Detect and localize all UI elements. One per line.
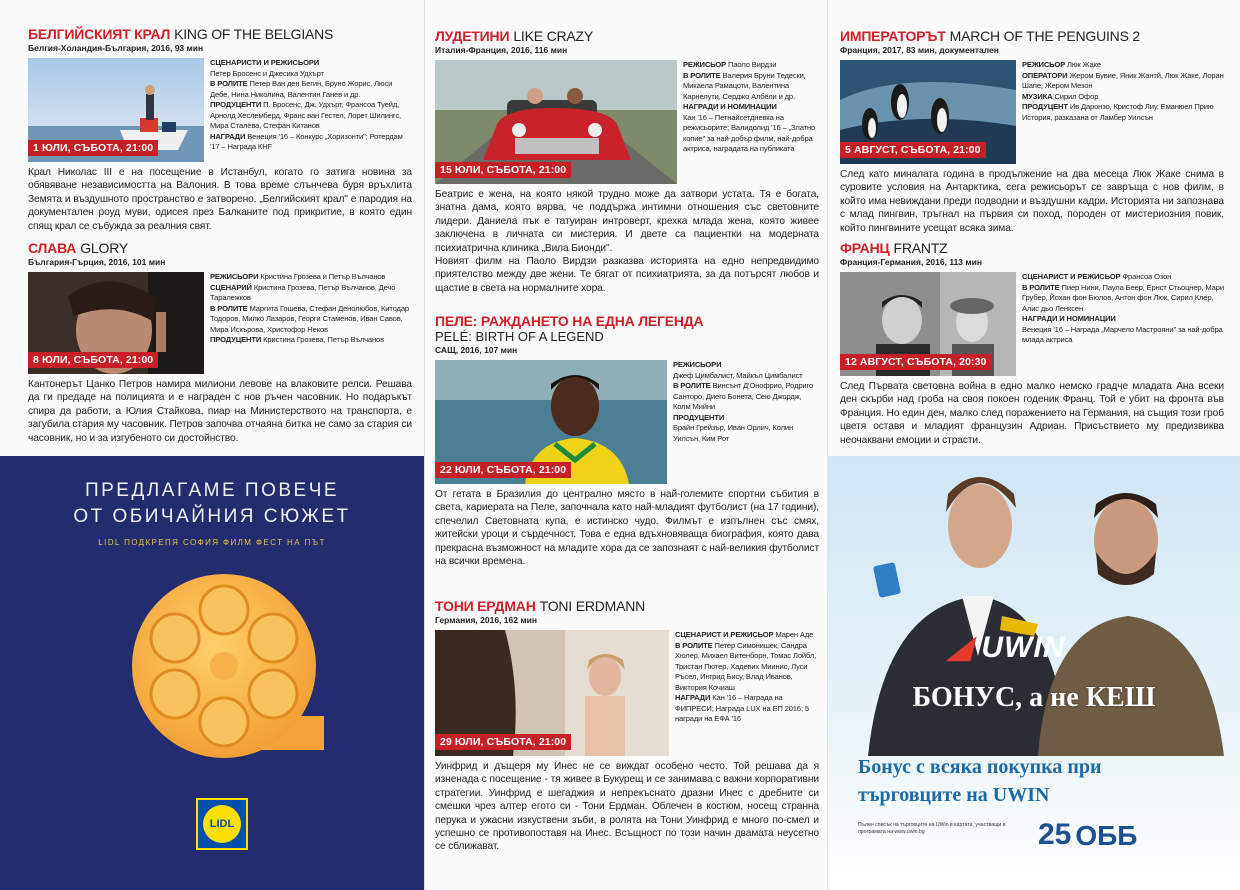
screening-date: 15 ЮЛИ, СЪБОТА, 21:00 <box>435 162 571 178</box>
film-title: ТОНИ ЕРДМАН TONI ERDMANN <box>435 598 646 614</box>
film-still <box>435 630 669 756</box>
film-credits: РЕЖИСЬОРИ Кристина Грозева и Петър Вълчанов СЦЕНАРИЙ Кристина Грозева, Петър Вълчанов, Дечо Таралежков В РОЛИТЕ Маргита Гошева, Стефан Денолюбов, Китодар Тодоров, Милко Лазаров, Георги Стаменов, Иван Савов, Мира Искърова, Христофор Неков ПРОДУЦЕНТИ Кристина Грозева, Петър Вълчанов <box>210 272 409 344</box>
screening-date: 5 АВГУСТ, СЪБОТА, 21:00 <box>840 142 986 158</box>
film-reel-icon <box>120 566 330 766</box>
screening-date: 12 АВГУСТ, СЪБОТА, 20:30 <box>840 354 991 370</box>
film-still <box>28 58 204 162</box>
film-title: БЕЛГИЙСКИЯТ КРАЛ KING OF THE BELGIANS <box>28 26 334 42</box>
film-title: ПЕЛЕ: РАЖДАНЕТО НА ЕДНА ЛЕГЕНДА <box>435 313 704 329</box>
lidl-advert <box>0 456 424 890</box>
film-title: ЛУДЕТИНИ LIKE CRAZY <box>435 28 594 44</box>
film-credits: СЦЕНАРИСТ И РЕЖИСЬОР Франсоа Озон В РОЛИТЕ Пиер Нини, Паула Беер, Ернст Стьоцнер, Мари Грубер, Йохан фон Бюлов, Антон фон Люк, Сирил Клер, Алис дьо Ленксен НАГРАДИ И НОМИНАЦИИ Венеция '16 – Награда „Марчело Мастрояни" за най-добра млада актриса <box>1022 272 1224 344</box>
film-description: След като миналата година в продължение на два месеца Люк Жаке снима в суровите условия на Антарктика, сега режисьорът се завръща с нов филм, в който има невиждани преди подводни и въздушни кадри. Историята ни запознава с млад пингвин, тръгнал на първия си поход, породен от мистериозния повик, който пингвините усещат всяка зима. <box>840 169 1224 234</box>
film-pele <box>435 313 819 568</box>
film-like-crazy <box>435 28 819 295</box>
film-title: ФРАНЦ FRANTZ <box>840 240 948 256</box>
column-middle <box>424 0 828 890</box>
film-toni-erdmann <box>435 598 819 854</box>
film-meta: Франция, 2017, 83 мин, документален <box>840 45 999 55</box>
film-meta: България-Гърция, 2016, 101 мин <box>28 257 166 267</box>
film-king-of-the-belgians <box>28 26 412 233</box>
film-still <box>435 360 667 484</box>
film-meta: Германия, 2016, 162 мин <box>435 615 537 625</box>
obb-bank-logo: 25 ОББ <box>1038 818 1138 851</box>
film-title: ИМПЕРАТОРЪТ MARCH OF THE PENGUINS 2 <box>840 28 1140 44</box>
lidl-subline: LIDL ПОДКРЕПЯ СОФИЯ ФИЛМ ФЕСТ НА ПЪТ <box>98 538 326 547</box>
film-meta: Италия-Франция, 2016, 116 мин <box>435 45 568 55</box>
film-description: Кантонерът Цанко Петров намира милиони левове на влаковите релси. Решава да ги предаде на полицията и е награден с нов ръчен часовник. Но подаръкът спира да работи, а Юлия Стайкова, пиар на Министерството на транспорта, е загубила стария му часовник. Петров започва отчаяна битка не само за стария си часовник, но и за изгубеното си достойнство. <box>28 379 412 444</box>
film-still <box>840 272 1016 376</box>
film-frantz <box>840 240 1224 447</box>
film-description: Беатрис е жена, на която някой трудно може да затвори устата. Тя е богата, знатна дама, която вярва, че поддържа интимни отношения със световните лидери. Даниела пък е татуиран интроверт, крехка млада жена, която живее заключена в личната си мистерия. И двете са пациентки на модерната психиатрична клиника „Вила Бионди". Новият филм на Паоло Вирдзи разказва историята на едно непредвидимо приятелство между две жени. Те бягат от психиатрията, за да потърсят любов и щастие в света на нормалните хора. <box>435 189 819 294</box>
film-glory <box>28 240 412 445</box>
uwin-logo: ◢ UWIN <box>948 631 1066 664</box>
film-still <box>28 272 204 374</box>
film-title: СЛАВА GLORY <box>28 240 128 256</box>
film-credits: РЕЖИСЬОР Паоло Вирдзи В РОЛИТЕ Валерия Бруни Тедески, Микаела Рамацоти, Валентина Карнелути, Серджо Албели и др. НАГРАДИ И НОМИНАЦИИ Кан '16 – Петнайсетдневка на режисьорите; Валидолид '16 – „Златно копие" за най-добър филм, най-добра актриса, наградата на публиката <box>683 60 816 153</box>
film-credits: СЦЕНАРИСТ И РЕЖИСЬОР Марен Аде В РОЛИТЕ Петер Симонишек, Сандра Хюлер, Михаел Витенборн, Томас Лойбл, Тристан Пютер, Хадевих Миинис, Луси Ръсел, Ингрид Бису, Влад Иванов, Виктория Кочиаш НАГРАДИ Кан '16 – Награда на ФИПРЕСИ; Награда LUX на ЕП 2016; 5 награди на ЕФА '16 <box>675 630 817 723</box>
film-meta: Франция-Германия, 2016, 113 мин <box>840 257 983 267</box>
film-credits: РЕЖИСЬОРИ Джеф Цимбалист, Майкъл Цимбалист В РОЛИТЕ Винсънт Д'Онофрио, Родриго Санторо, Диего Бонета, Сею Джордж, Колм Мийни ПРОДУЦЕНТИ Брайн Грейзър, Иван Орлич, Колин Уилсън, Ким Рот <box>673 360 814 443</box>
film-still <box>840 60 1016 164</box>
lidl-headline: ПРЕДЛАГАМЕ ПОВЕЧЕ ОТ ОБИЧАЙНИЯ СЮЖЕТ <box>73 480 351 527</box>
lidl-logo: LIDL <box>196 798 248 850</box>
uwin-tagline-2: търговците на UWIN <box>858 784 1050 806</box>
film-still <box>435 60 677 184</box>
film-description: След Първата световна война в едно малко немско градче младата Ана всеки ден скърби над гроба на своя покоен годеник Франц. Той е убит на фронта във Франция. Но един ден, малко след поражението на Германия, на същия този гроб цветя оставя и младият французин Адриан. Присъствието му предизвиква неочаквани емоции и страсти. <box>840 381 1224 446</box>
film-description: Уинфрид и дъщеря му Инес не се виждат особено често. Той решава да я изненада с посещение - тя живее в Букурещ и се занимава с важни корпоративни стратегии. Уинфрид е шегаджия и непрекъснато дразни Инес с дребните си смешки чрез алтер егото си - Тони Ердман. Облечен в костюм, носещ странна перука и ужасни изкуствени зъби, в ролята на Тони Уинфрид е много по-смел и успешно се противопоставя на Инес. Всъщност по този начин двамата неусетно се сближават. <box>435 761 819 853</box>
uwin-advert <box>828 456 1240 890</box>
film-description: От гетата в Бразилия до централно място в най-големите спортни събития в света, кариерата на Пеле, започнала като най-младият футболист (на 17 години), спечелил Световната купа, е истинско чудо. Филмът е изпълнен със смях, житейски уроци и сърдечност. Това е една вдъхновяваща биография, която дава прекрасна възможност на младите хора да се запознаят с най-великия футболист на всички времена. <box>435 489 820 568</box>
film-title-en: PELÉ: BIRTH OF A LEGEND <box>435 329 604 344</box>
film-meta: САЩ, 2016, 107 мин <box>435 345 518 355</box>
film-march-of-the-penguins-2 <box>840 28 1224 235</box>
uwin-headline: БОНУС, а не КЕШ <box>912 682 1156 713</box>
film-description: Крал Николас III е на посещение в Истанбул, когато го затига новина за обявяване независимостта на Валония. В това време слънчева буря връхлита Земята и въздушното пространство е затворено. „Белгийският крал" е пародия на документален роуд муви, одисея през Балканите под прикритие, в която един спящ крал се събужда за реалния свят. <box>28 167 412 232</box>
film-credits: СЦЕНАРИСТИ И РЕЖИСЬОРИ Петер Бросенс и Джесика Удхърт В РОЛИТЕ Петер Ван ден Бегин, Бруно Жорис, Люси Дебе, Нина Николина, Валентин Ганев и др. ПРОДУЦЕНТИ П. Бросенс, Дж. Удхърт, Франсоа Туейд, Арнолд Хеслемберд, Франс ван Гестел, Лорет Шилингс, Мира Сталева, Стефан Китанов НАГРАДИ Венеция '16 – Конкурс „Хоризонти"; Ротердам '17 – Награда КНF <box>210 58 403 151</box>
film-meta: Белгия-Холандия-България, 2016, 93 мин <box>28 43 204 53</box>
uwin-fine-print: Пълен списък на търговците на UWin в картата, участващи в програмата на www.uwin.bg <box>858 822 1006 835</box>
screening-date: 22 ЮЛИ, СЪБОТА, 21:00 <box>435 462 571 478</box>
screening-date: 29 ЮЛИ, СЪБОТА, 21:00 <box>435 734 571 750</box>
screening-date: 8 ЮЛИ, СЪБОТА, 21:00 <box>28 352 158 368</box>
film-credits: РЕЖИСЬОР Люк Жаке ОПЕРАТОРИ Жером Бувие, Яник Жантй, Люк Жаке, Лоран Шапе, Жером Мезон МУЗИКА Сирил Офор ПРОДУЦЕНТ Ив Даронзо, Кристоф Лиу, Еманюел Прию История, разказана от Ламбер Уилсън <box>1022 60 1224 122</box>
screening-date: 1 ЮЛИ, СЪБОТА, 21:00 <box>28 140 158 156</box>
uwin-tagline-1: Бонус с всяка покупка при <box>858 756 1102 778</box>
